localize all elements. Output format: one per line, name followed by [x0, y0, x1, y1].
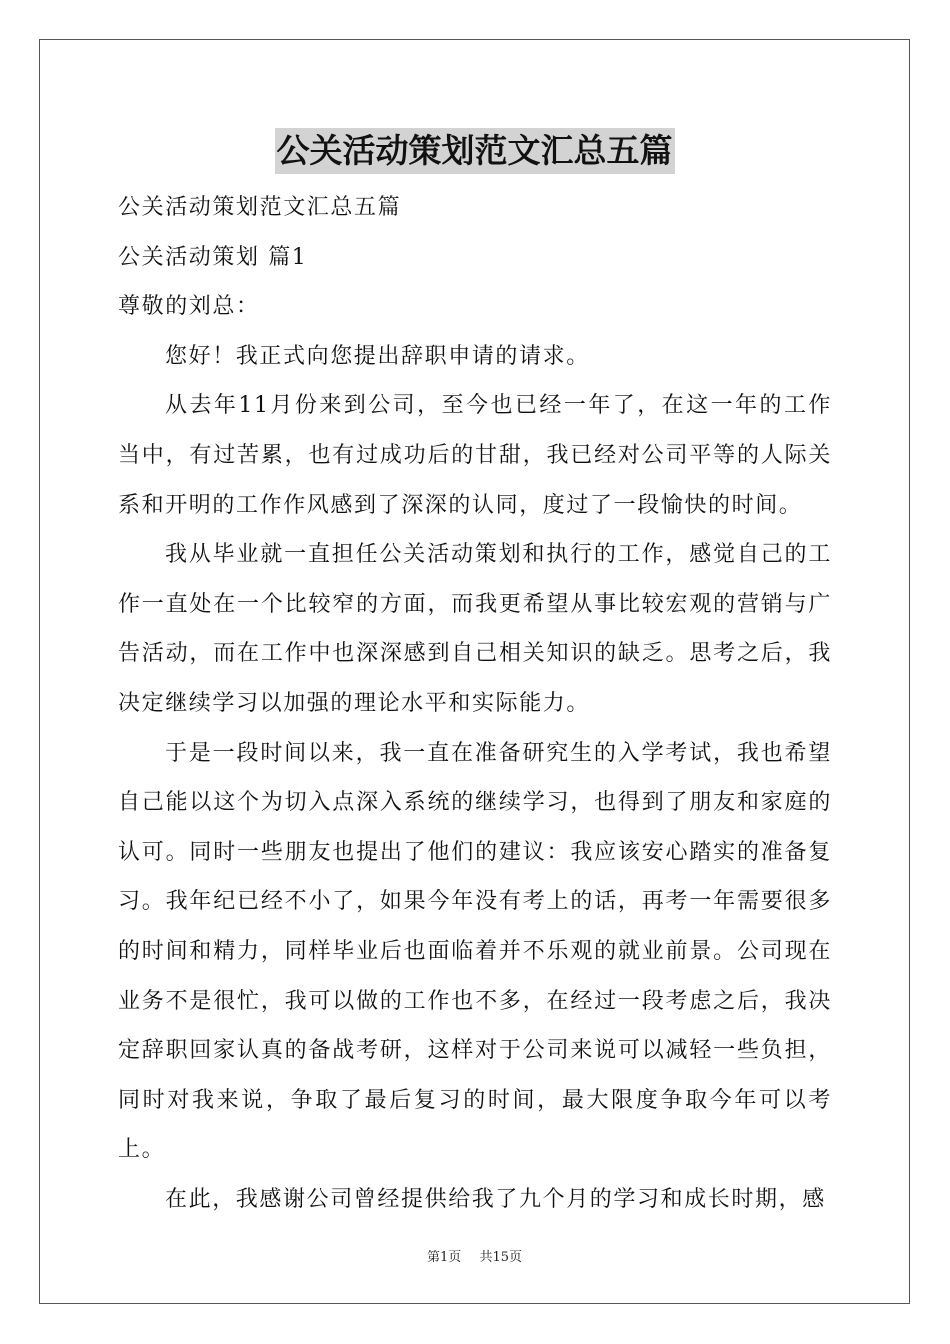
paragraph: 公关活动策划 篇1 [118, 244, 308, 270]
title-wrap [40, 128, 909, 174]
document-title: 公关活动策划范文汇总五篇 [275, 128, 675, 174]
paragraph: 我从毕业就一直担任公关活动策划和执行的工作，感觉自己的工作一直处在一个比较窄的方面，而我更希望从事比较宏观的营销与广告活动，而在工作中也深深感到自己相关知识的缺乏。思考之后，我决定继续学习以加强的理论水平和实际能力。 [118, 542, 832, 716]
page-footer [40, 1246, 909, 1265]
page-total: 共15页 [479, 1250, 522, 1265]
paragraph: 公关活动策划范文汇总五篇 [118, 195, 402, 220]
paragraph: 在此，我感谢公司曾经提供给我了九个月的学习和成长时期，感 [165, 1186, 826, 1212]
paragraph: 从去年11月份来到公司，至今也已经一年了，在这一年的工作当中，有过苦累，也有过成功后的甘甜，我已经对公司平等的人际关系和开明的工作作风感到了深深的认同，度过了一段愉快的时间。 [118, 393, 832, 518]
paragraph: 尊敬的刘总： [118, 294, 260, 320]
paragraph: 您好！我正式向您提出辞职申请的请求。 [165, 343, 590, 369]
paragraph: 于是一段时间以来，我一直在准备研究生的入学考试，我也希望自己能以这个为切入点深入系统的继续学习，也得到了朋友和家庭的认可。同时一些朋友也提出了他们的建议：我应该安心踏实的准备复习。我年纪已经不小了，如果今年没有考上的话，再考一年需要很多的时间和精力，同样毕业后也面临着并不乐观的就业前景。公司现在业务不是很忙，我可以做的工作也不多，在经过一段考虑之后，我决定辞职回家认真的备战考研，这样对于公司来说可以减轻一些负担，同时对我来说，争取了最后复习的时间，最大限度争取今年可以考上。 [118, 740, 832, 1163]
document-page [39, 39, 910, 1304]
page-number: 第1页 [427, 1250, 462, 1265]
document-body [118, 183, 832, 1224]
